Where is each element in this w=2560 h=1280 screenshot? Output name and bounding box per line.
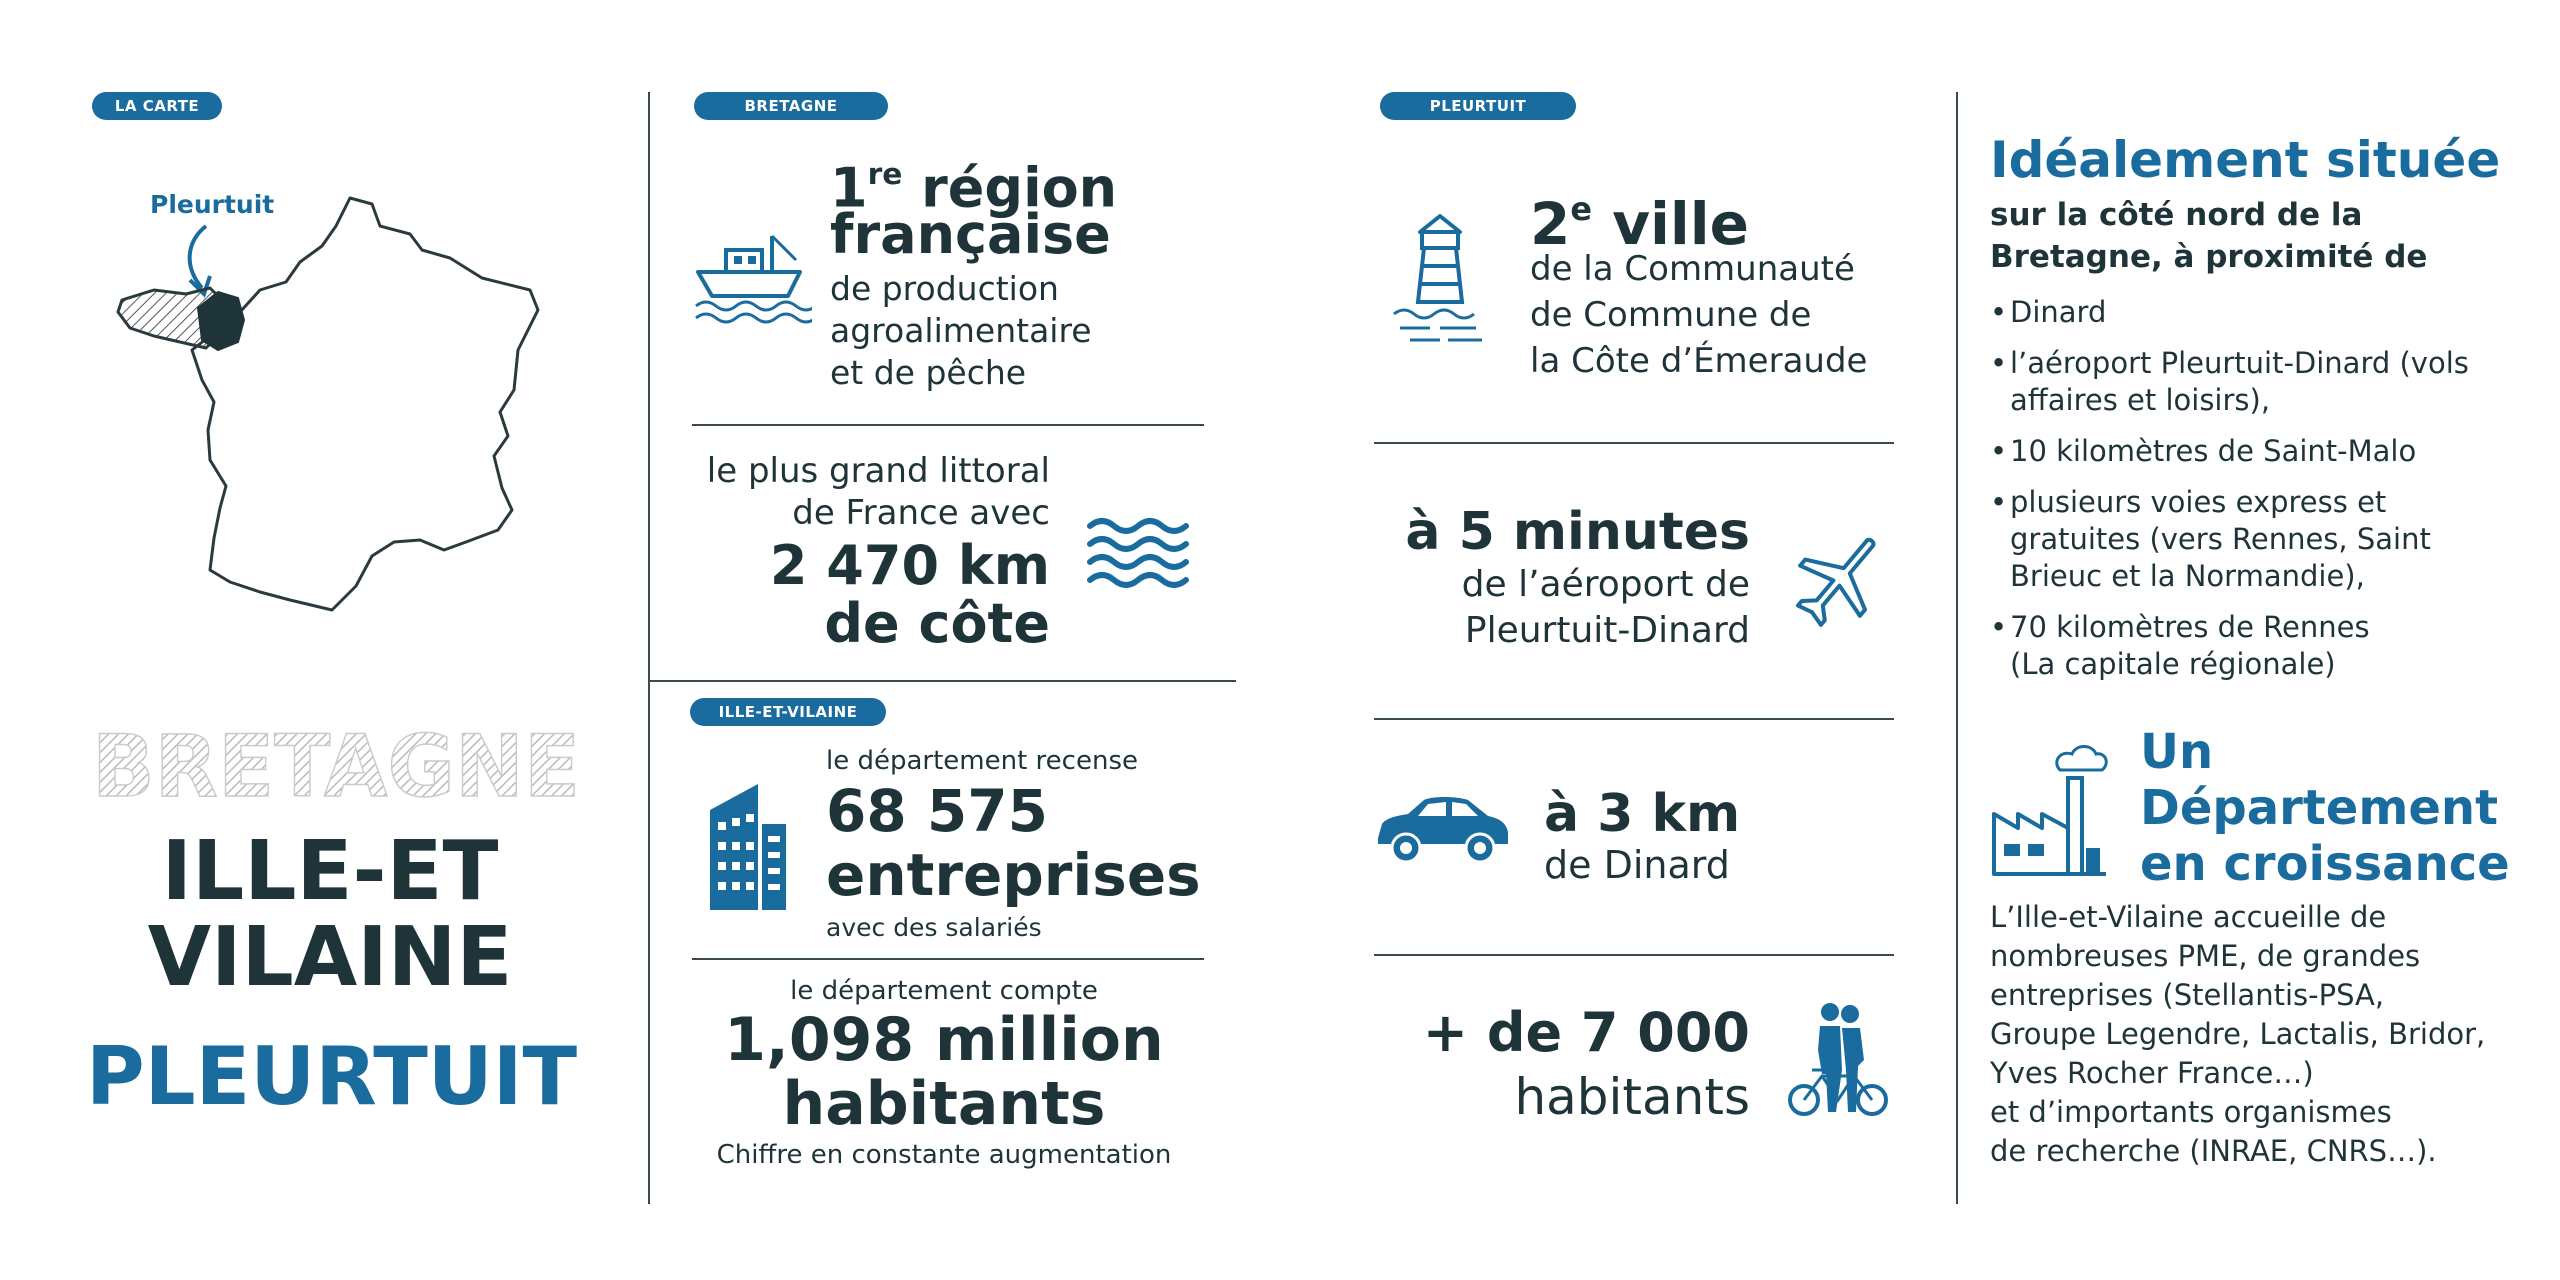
enterprises-value: 68 575 bbox=[826, 777, 1048, 845]
town-rank-number: 2 bbox=[1530, 189, 1571, 258]
growth-text-line: de recherche (INRAE, CNRS…). bbox=[1990, 1134, 2437, 1168]
tag-ille-et-vilaine: ILLE-ET-VILAINE bbox=[690, 698, 886, 726]
region-rank-line2: française bbox=[830, 203, 1111, 266]
office-building-icon bbox=[704, 780, 790, 912]
growth-text-line: entreprises (Stellantis-PSA, bbox=[1990, 978, 2385, 1012]
airport-desc-1: de l’aéroport de bbox=[1461, 564, 1750, 605]
waves-icon bbox=[1086, 512, 1196, 592]
coast-text-1: le plus grand littoral bbox=[706, 451, 1050, 491]
region-desc-1: de production bbox=[830, 269, 1059, 308]
situation-title: Idéalement située bbox=[1990, 131, 2501, 189]
town-name: PLEURTUIT bbox=[86, 1030, 578, 1123]
growth-text-line: Groupe Legendre, Lactalis, Bridor, bbox=[1990, 1017, 2486, 1051]
growth-text-line: L’Ille-et-Vilaine accueille de bbox=[1990, 900, 2387, 934]
population-intro: le département compte bbox=[790, 976, 1098, 1006]
town-rank-word: ville bbox=[1592, 189, 1749, 258]
divider-col2-1 bbox=[692, 424, 1204, 426]
airport-desc-2: Pleurtuit-Dinard bbox=[1464, 610, 1750, 651]
divider-col2-2 bbox=[692, 958, 1204, 960]
region-rank-word: région bbox=[902, 156, 1118, 220]
growth-title-2: Département bbox=[2140, 780, 2499, 836]
dinard-value: à 3 km bbox=[1544, 784, 1741, 844]
map-label-pleurtuit: Pleurtuit bbox=[150, 190, 275, 219]
enterprises-intro: le département recense bbox=[826, 746, 1138, 776]
coast-text-2: de France avec bbox=[792, 493, 1050, 533]
airport-value: à 5 minutes bbox=[1405, 502, 1750, 562]
dept-name-line2: VILAINE bbox=[147, 910, 513, 1005]
enterprises-label: entreprises bbox=[826, 841, 1201, 909]
enterprises-sub: avec des salariés bbox=[826, 913, 1042, 942]
town-rank bbox=[1530, 176, 1749, 257]
svg-text:BRETAGNE: BRETAGNE bbox=[92, 717, 580, 812]
tag-pleurtuit: PLEURTUIT bbox=[1380, 92, 1576, 120]
growth-text-line: et d’importants organismes bbox=[1990, 1095, 2392, 1129]
divider-col2-section bbox=[648, 680, 1236, 682]
situation-subtitle-2: Bretagne, à proximité de bbox=[1990, 239, 2428, 275]
region-desc-3: et de pêche bbox=[830, 353, 1027, 392]
divider-col3-2 bbox=[1374, 718, 1894, 720]
population-value: 1,098 million bbox=[724, 1005, 1164, 1075]
proximity-item: • l’aéroport Pleurtuit-Dinard (vols affaires et loisirs), bbox=[1990, 345, 2530, 419]
growth-title-3: en croissance bbox=[2140, 836, 2510, 892]
town-population-label: habitants bbox=[1514, 1068, 1750, 1126]
factory-icon bbox=[1990, 744, 2110, 878]
proximity-item: • 10 kilomètres de Saint-Malo bbox=[1990, 433, 2530, 470]
divider-col3-3 bbox=[1374, 954, 1894, 956]
population-label: habitants bbox=[782, 1069, 1106, 1139]
dinard-desc: de Dinard bbox=[1544, 843, 1730, 887]
growth-text-line: Yves Rocher France…) bbox=[1990, 1056, 2314, 1090]
region-rank-suffix: re bbox=[867, 157, 903, 192]
town-rank-suffix: e bbox=[1570, 190, 1592, 228]
tag-la-carte: LA CARTE bbox=[92, 92, 222, 120]
situation-subtitle-1: sur la côté nord de la bbox=[1990, 197, 2363, 233]
dept-name-line1: ILLE-ET bbox=[161, 824, 499, 919]
divider-col3-1 bbox=[1374, 442, 1894, 444]
proximity-item: • Dinard bbox=[1990, 294, 2530, 331]
growth-title-1: Un bbox=[2140, 724, 2214, 780]
bretagne-outlined-title bbox=[86, 716, 586, 812]
population-sub: Chiffre en constante augmentation bbox=[716, 1140, 1172, 1170]
proximity-list bbox=[1990, 294, 2530, 697]
column-divider-2 bbox=[1956, 92, 1958, 1204]
town-desc-1: de la Communauté bbox=[1530, 249, 1855, 289]
fishing-boat-icon bbox=[692, 226, 812, 326]
proximity-item: • plusieurs voies express et gratuites (vers Rennes, Saint Brieuc et la Normandie), bbox=[1990, 484, 2530, 595]
growth-text-line: nombreuses PME, de grandes bbox=[1990, 939, 2421, 973]
region-rank-number: 1 bbox=[830, 156, 868, 220]
coast-value: 2 470 km bbox=[769, 534, 1050, 597]
proximity-item: • 70 kilomètres de Rennes (La capitale régionale) bbox=[1990, 609, 2530, 683]
lighthouse-icon bbox=[1390, 206, 1490, 346]
tag-bretagne: BRETAGNE bbox=[694, 92, 888, 120]
region-desc-2: agroalimentaire bbox=[830, 311, 1092, 350]
couple-bicycle-icon bbox=[1782, 1000, 1892, 1128]
growth-text bbox=[1990, 898, 2540, 1171]
town-desc-3: la Côte d’Émeraude bbox=[1530, 341, 1868, 381]
car-icon bbox=[1372, 794, 1512, 866]
france-map-icon bbox=[110, 190, 550, 620]
airplane-icon bbox=[1794, 528, 1884, 632]
town-desc-2: de Commune de bbox=[1530, 295, 1812, 335]
coast-unit: de côte bbox=[824, 592, 1050, 655]
town-population-value: + de 7 000 bbox=[1422, 1001, 1750, 1064]
